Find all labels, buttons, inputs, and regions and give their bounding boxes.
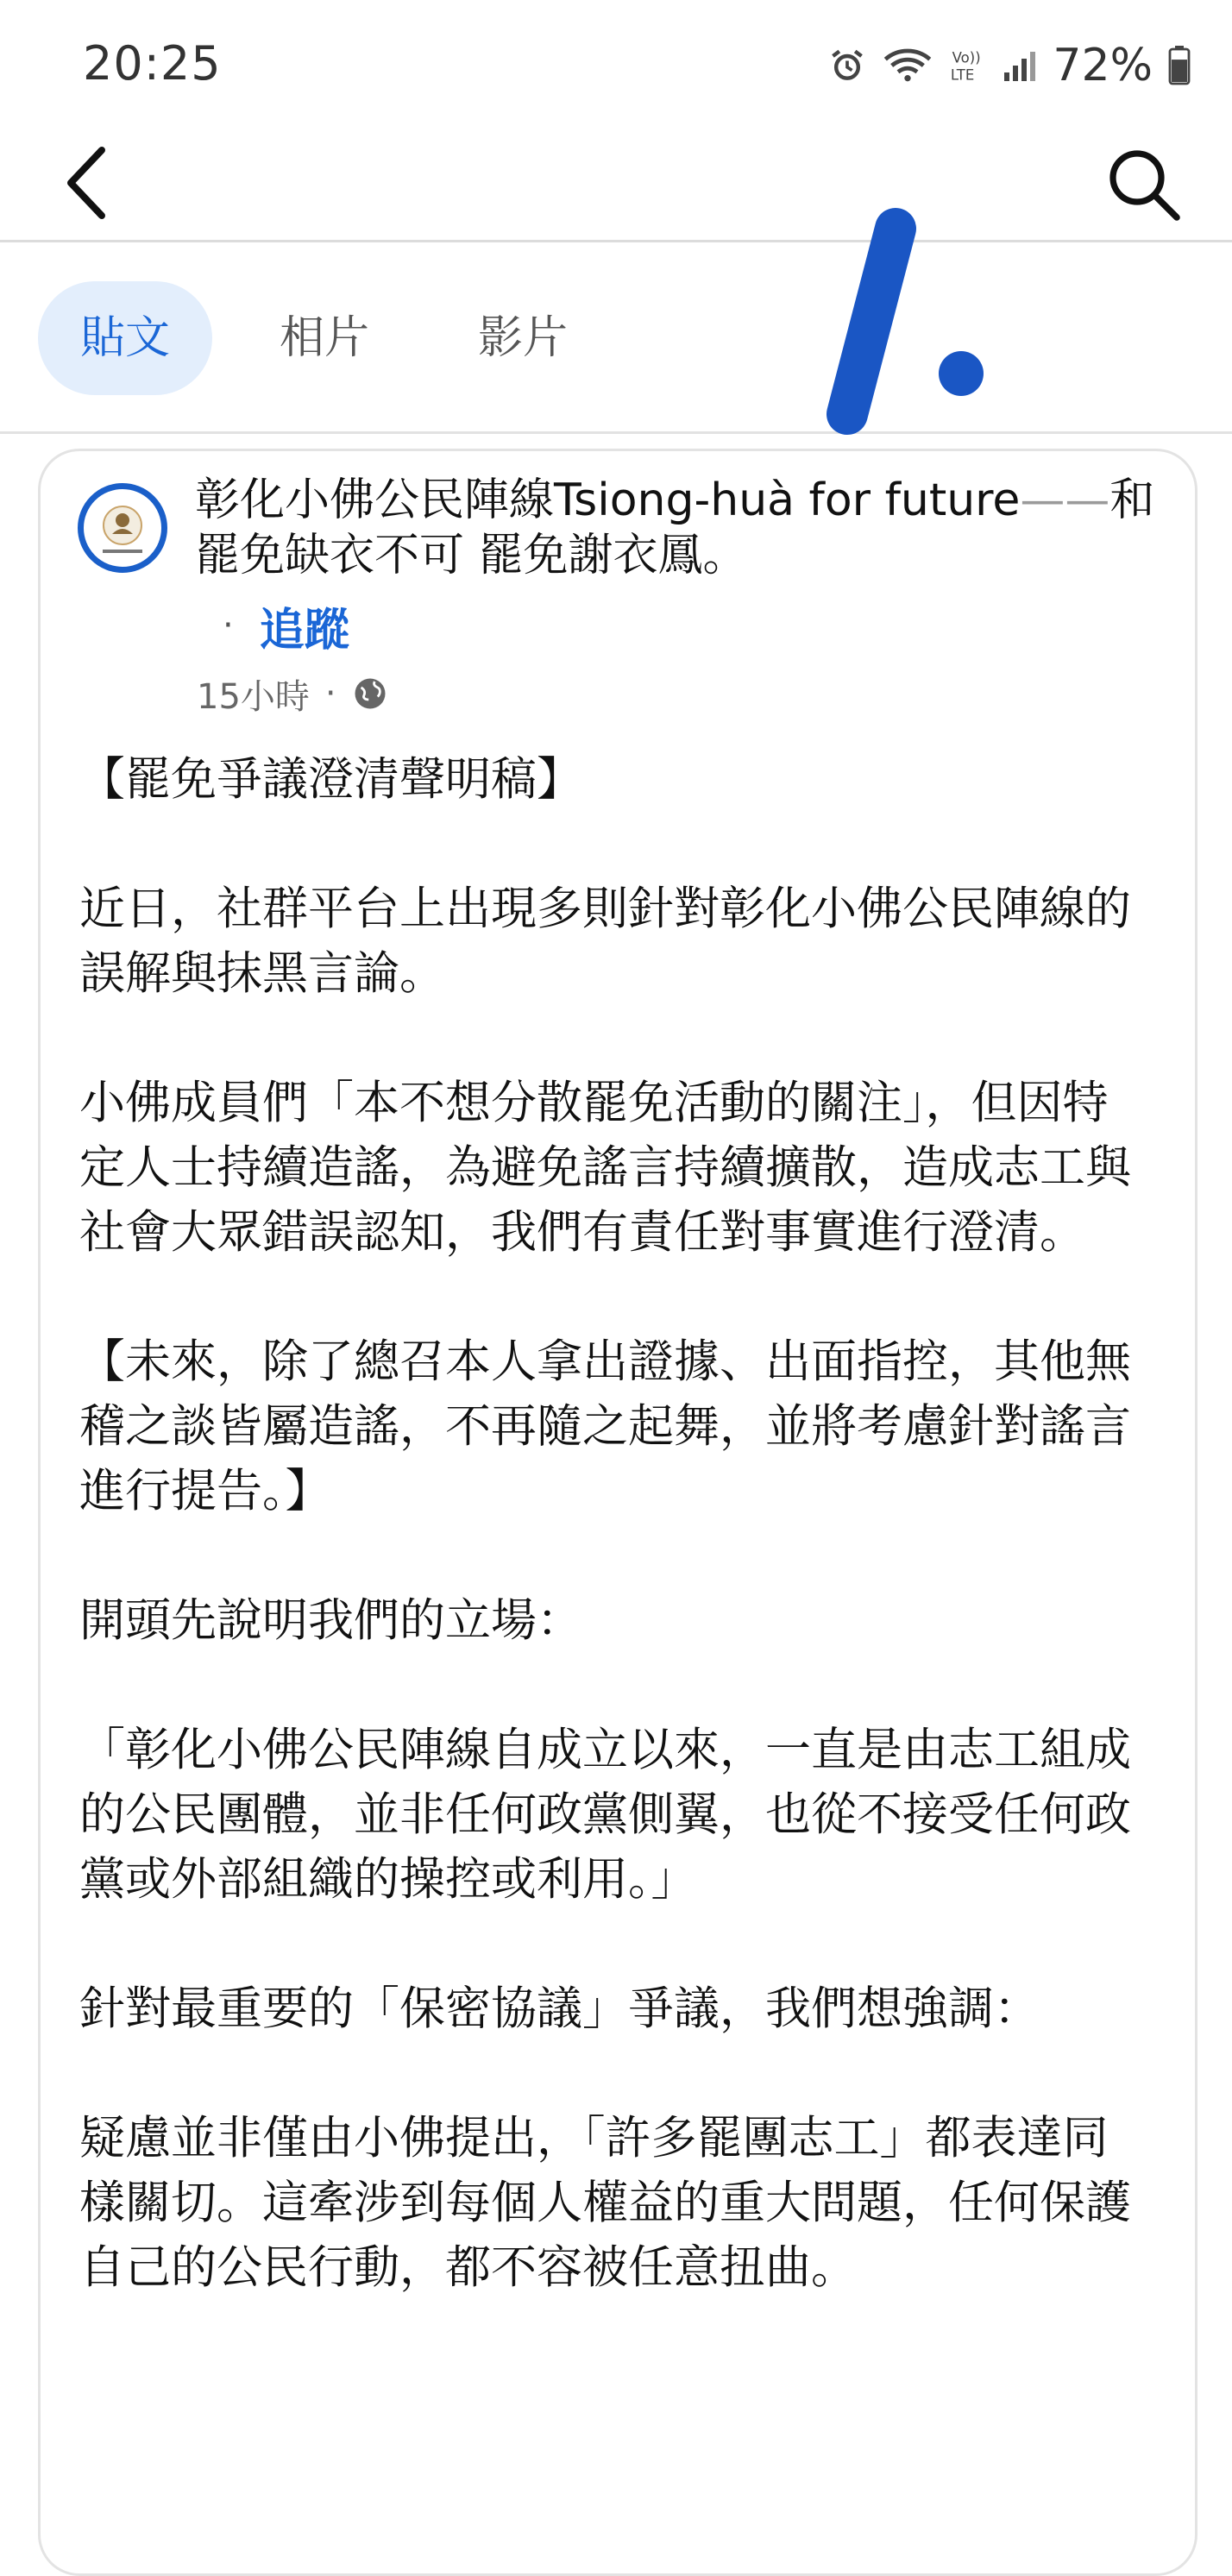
- post-paragraph: 開頭先說明我們的立場：: [79, 1594, 582, 1647]
- status-bar: [0, 0, 1232, 129]
- post-author-line: [195, 473, 1170, 583]
- battery-percent: 72%: [1053, 40, 1153, 91]
- tagged-pages[interactable]: 和罷免缺衣不可 罷免謝衣鳳。: [195, 474, 1155, 581]
- wifi-icon: [882, 47, 933, 85]
- post-paragraph: 「彰化小佛公民陣線自成立以來，一直是由志工組成的公民團體，並非任何政黨側翼，也從不接受任何政黨或外部組織的操控或利用。」: [79, 1724, 1131, 1906]
- top-nav-bar: [0, 129, 1232, 242]
- profile-tabs: [0, 259, 1232, 434]
- svg-text:LTE: LTE: [951, 66, 975, 84]
- follow-row: [223, 595, 349, 656]
- post-paragraph: 【未來，除了總召本人拿出證據、出面指控，其他無稽之談皆屬造謠，不再隨之起舞，並將考慮針對謠言進行提告。】: [79, 1335, 1131, 1517]
- status-icons: [828, 40, 1191, 91]
- battery-icon: [1168, 46, 1191, 85]
- back-button[interactable]: [53, 140, 123, 226]
- follow-button[interactable]: 追蹤: [259, 604, 349, 657]
- tab-videos[interactable]: 影片: [477, 312, 568, 364]
- separator-dot: ·: [223, 606, 234, 645]
- signal-icon: [1003, 48, 1037, 83]
- status-time: 20:25: [83, 36, 222, 91]
- chevron-left-icon: [53, 140, 123, 226]
- tab-photos[interactable]: 相片: [279, 312, 369, 364]
- post-timestamp[interactable]: 15小時: [197, 676, 310, 717]
- page-logo-icon: [84, 489, 161, 567]
- post-paragraph: 【罷免爭議澄清聲明稿】: [79, 753, 582, 806]
- avatar[interactable]: [78, 483, 167, 573]
- post-paragraph: 針對最重要的「保密協議」爭議，我們想強調：: [79, 1982, 1040, 2035]
- alarm-icon: [828, 47, 866, 85]
- globe-icon: [352, 675, 388, 712]
- svg-text:Vo)): Vo)): [952, 49, 982, 66]
- search-button[interactable]: [1101, 141, 1187, 228]
- post-meta: [197, 668, 388, 719]
- author-dashes: ——: [1020, 474, 1110, 526]
- annotation-mark: [820, 203, 1001, 440]
- author-name[interactable]: 彰化小佛公民陣線Tsiong-huà for future: [195, 474, 1021, 526]
- meta-separator: ·: [324, 674, 336, 713]
- tab-posts[interactable]: 貼文: [38, 281, 212, 395]
- post-body: [79, 747, 1149, 2365]
- post-paragraph: 疑慮並非僅由小佛提出，「許多罷團志工」都表達同樣關切。這牽涉到每個人權益的重大問題，任何保護自己的公民行動，都不容被任意扭曲。: [79, 2112, 1131, 2294]
- volte-icon: [949, 47, 987, 85]
- post-paragraph: 小佛成員們「本不想分散罷免活動的關注」，但因特定人士持續造謠，為避免謠言持續擴散，造成志工與社會大眾錯誤認知，我們有責任對事實進行澄清。: [79, 1077, 1131, 1259]
- post-paragraph: 近日，社群平台上出現多則針對彰化小佛公民陣線的誤解與抹黑言論。: [79, 883, 1131, 1000]
- search-icon: [1101, 141, 1187, 228]
